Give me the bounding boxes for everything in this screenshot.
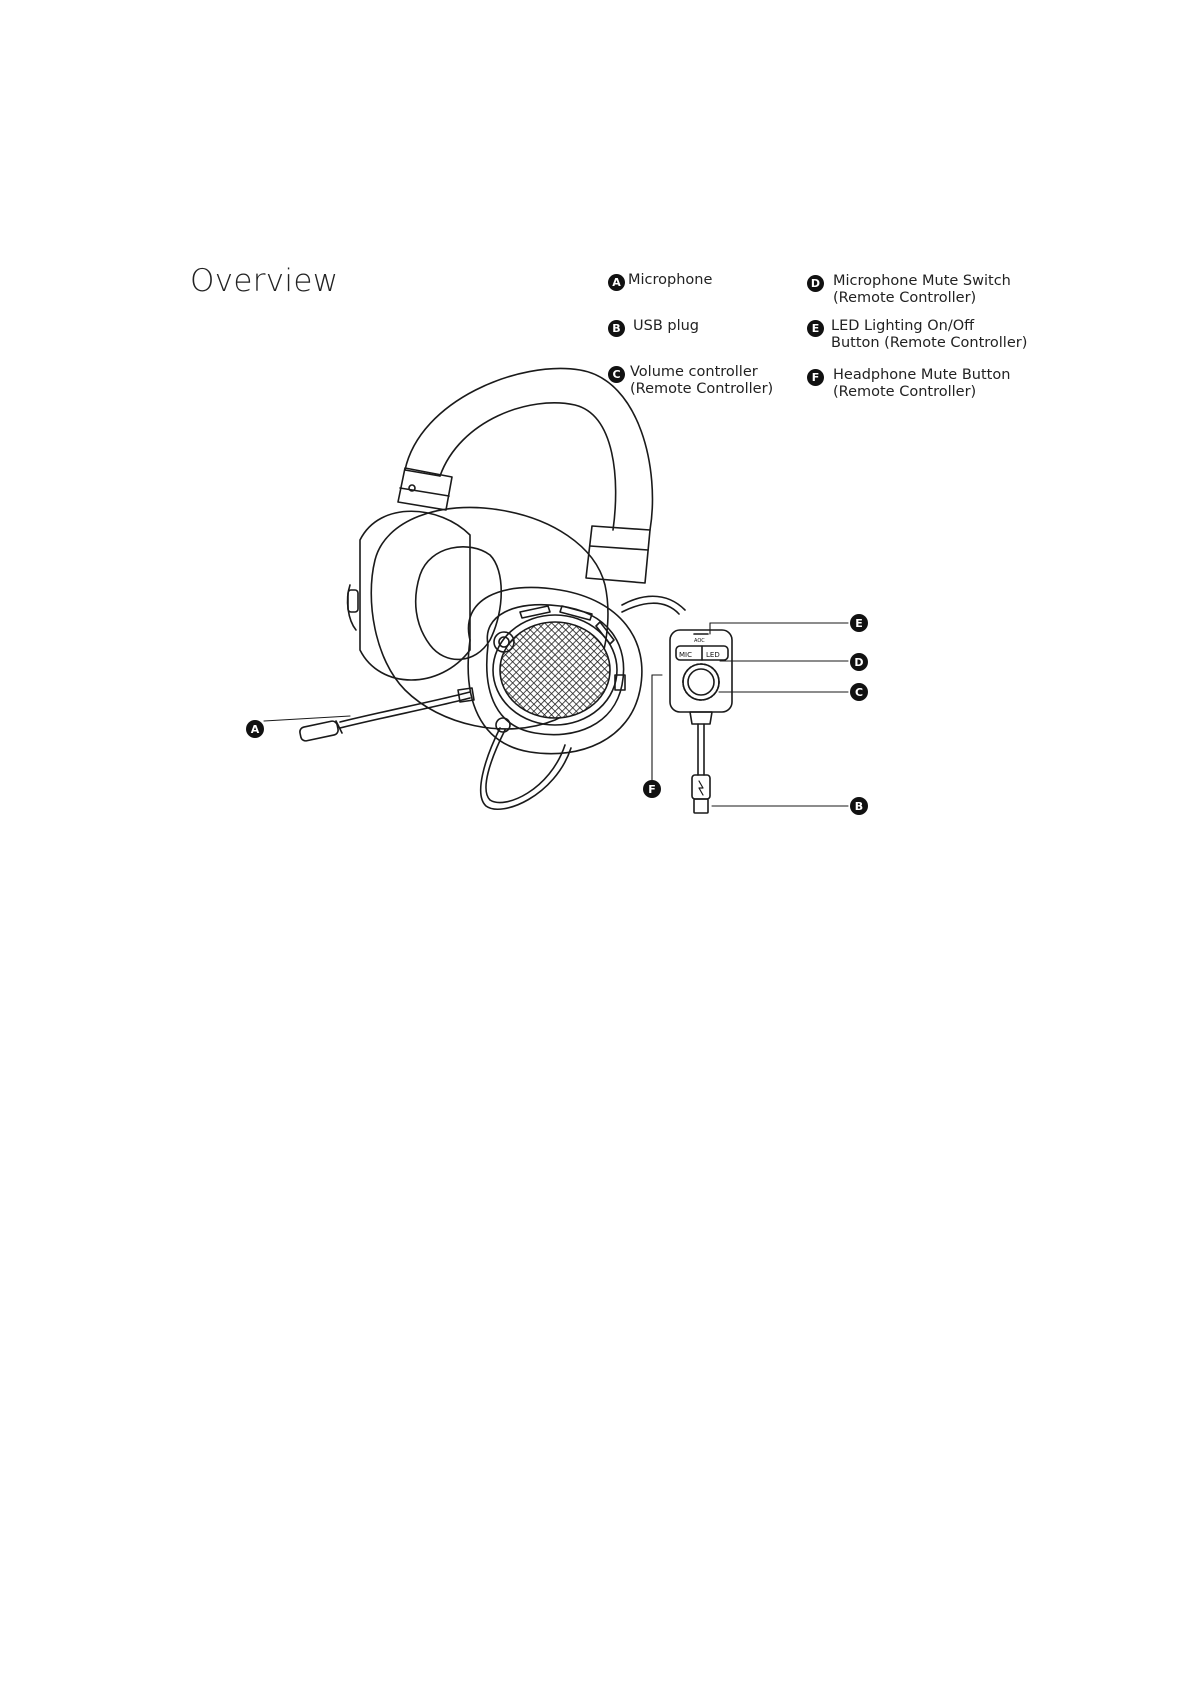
usb-plug (692, 775, 710, 813)
back-ear-cup (348, 511, 470, 680)
legend-badge: D (807, 275, 824, 292)
legend-label: Volume controller (630, 364, 758, 380)
callout-badge-c: C (850, 683, 868, 701)
legend-sublabel: (Remote Controller) (833, 384, 977, 400)
cable-loop (486, 730, 565, 803)
controller-brand-label: AOC (694, 638, 705, 644)
legend-sublabel: Button (Remote Controller) (831, 335, 1028, 351)
legend-label: Headphone Mute Button (833, 367, 1011, 383)
controller-led-label: LED (706, 651, 720, 659)
legend-label: USB plug (633, 318, 700, 334)
headband (398, 368, 652, 583)
legend-sublabel: (Remote Controller) (833, 290, 977, 306)
callout-badge-d: D (850, 653, 868, 671)
callout-badge-f: F (643, 780, 661, 798)
remote-controller (670, 630, 732, 724)
microphone-boom (299, 688, 474, 742)
legend-badge: C (608, 366, 625, 383)
legend-badge: F (807, 369, 824, 386)
legend-label: Microphone (628, 272, 713, 288)
callout-badge-b: B (850, 797, 868, 815)
callout-badge-a: A (246, 720, 264, 738)
legend-label: Microphone Mute Switch (833, 273, 1011, 289)
legend-badge: B (608, 320, 625, 337)
controller-mic-label: MIC (679, 651, 692, 659)
legend-label: LED Lighting On/Off (831, 318, 975, 334)
legend-sublabel: (Remote Controller) (630, 381, 774, 397)
callout-badge-e: E (850, 614, 868, 632)
legend-badge: E (807, 320, 824, 337)
legend-badge: A (608, 274, 625, 291)
page-title: Overview (190, 263, 339, 299)
